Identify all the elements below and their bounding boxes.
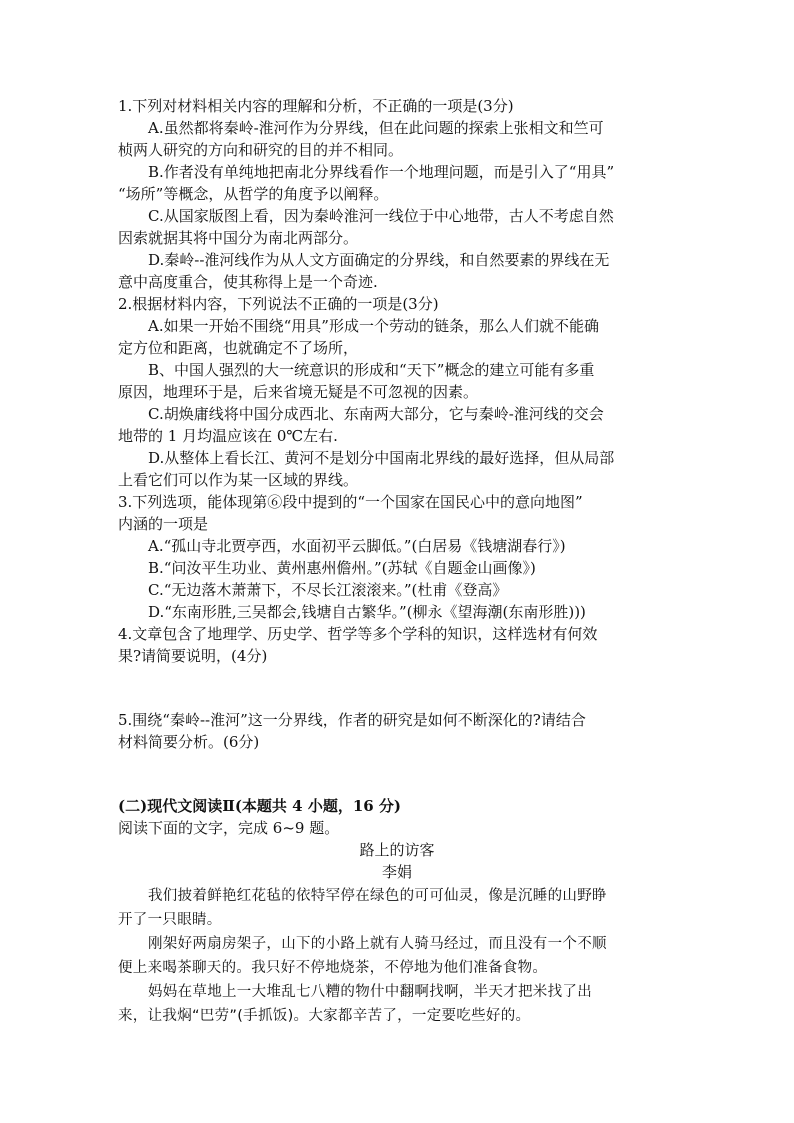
q1-option-b-line2: “场所”等概念，从哲学的角度予以阐释。 (118, 185, 389, 203)
q2-option-b-line2: 原因，地理环于是，后来省境无疑是不可忽视的因素。 (118, 383, 479, 401)
q1-option-d-line1: D.秦岭--淮河线作为从人文方面确定的分界线，和自然要素的界线在无 (148, 251, 610, 269)
q2-option-c-line2: 地带的 1 月均温应该在 0℃左右. (118, 427, 338, 445)
q1-option-a-line2: 桢两人研究的方向和研究的目的并不相同。 (118, 141, 404, 159)
q2-option-c-line1: C.胡焕庸线将中国分成西北、东南两大部分，它与秦岭-淮河线的交会 (148, 405, 604, 423)
article-title: 路上的访客 (359, 841, 435, 859)
q3-option-c: C.“无边落木萧萧下，不尽长江滚滚来。”(杜甫《登高》 (148, 581, 508, 599)
article-paragraph-3-line2: 来，让我焖“巴劳”(手抓饭)。大家都辛苦了，一定要吃些好的。 (118, 1008, 531, 1024)
q1-option-d-line2: 意中高度重合，使其称得上是一个奇迹. (118, 273, 378, 291)
q2-option-d-line2: 上看它们可以作为某一区域的界线。 (118, 471, 359, 489)
q5-line1: 5.围绕“秦岭--淮河”这一分界线，作者的研究是如何不断深化的?请结合 (118, 711, 586, 729)
article-author: 李娟 (381, 863, 412, 881)
section2-heading: (二)现代文阅读Ⅱ(本题共 4 小题，16 分) (118, 797, 402, 815)
q2-stem: 2.根据材料内容，下列说法不正确的一项是(3分) (118, 295, 439, 313)
q5-line2: 材料简要分析。(6分) (118, 733, 260, 751)
q3-option-d: D.“东南形胜,三吴都会,钱塘自古繁华。”(柳永《望海潮(东南形胜))) (148, 603, 586, 621)
article-paragraph-3-line1: 妈妈在草地上一大堆乱七八糟的物什中翻啊找啊，半天才把米找了出 (148, 984, 592, 1000)
q1-option-a-line1: A.虽然都将秦岭-淮河作为分界线，但在此问题的探索上张相文和竺可 (148, 119, 604, 137)
q1-option-b-line1: B.作者没有单纯地把南北分界线看作一个地理问题，而是引入了“用具” (148, 163, 615, 181)
article-paragraph-2-line1: 刚架好两扇房架子，山下的小路上就有人骑马经过，而且没有一个不顺 (148, 936, 607, 952)
q3-option-a: A.“孤山寺北贾亭西，水面初平云脚低。”(白居易《钱塘湖春行》) (148, 537, 566, 555)
article-paragraph-1-line2: 开了一只眼睛。 (118, 912, 222, 928)
article-paragraph-2-line2: 便上来喝茶聊天的。我只好不停地烧茶，不停地为他们准备食物。 (118, 960, 548, 976)
q4-line2: 果?请简要说明，(4分) (118, 647, 268, 665)
q2-option-d-line1: D.从整体上看长江、黄河不是划分中国南北界线的最好选择，但从局部 (148, 449, 615, 467)
q3-stem-line1: 3.下列选项，能体现第⑥段中提到的“一个国家在国民心中的意向地图” (118, 493, 583, 511)
section2-instruction: 阅读下面的文字，完成 6~9 题。 (118, 819, 340, 837)
q2-option-a-line2: 定方位和距离，也就确定不了场所， (118, 339, 359, 357)
q3-option-b: B.“问汝平生功业、黄州惠州儋州。”(苏轼《自题金山画像》) (148, 559, 536, 577)
q1-stem: 1.下列对材料相关内容的理解和分析，不正确的一项是(3分) (118, 97, 514, 115)
q2-option-a-line1: A.如果一开始不围绕“用具”形成一个劳动的链条，那么人们就不能确 (148, 317, 599, 335)
q4-line1: 4.文章包含了地理学、历史学、哲学等多个学科的知识，这样选材有何效 (118, 625, 598, 643)
article-paragraph-1-line1: 我们披着鲜艳红花毡的依特罕停在绿色的可可仙灵，像是沉睡的山野睁 (148, 888, 607, 904)
q1-option-c-line2: 因索就据其将中国分为南北两部分。 (118, 229, 359, 247)
q3-stem-line2: 内涵的一项是 (118, 515, 209, 533)
q2-option-b-line1: B、中国人强烈的大一统意识的形成和“天下”概念的建立可能有多重 (148, 361, 595, 379)
q1-option-c-line1: C.从国家版图上看，因为秦岭淮河一线位于中心地带，古人不考虑自然 (148, 207, 614, 225)
